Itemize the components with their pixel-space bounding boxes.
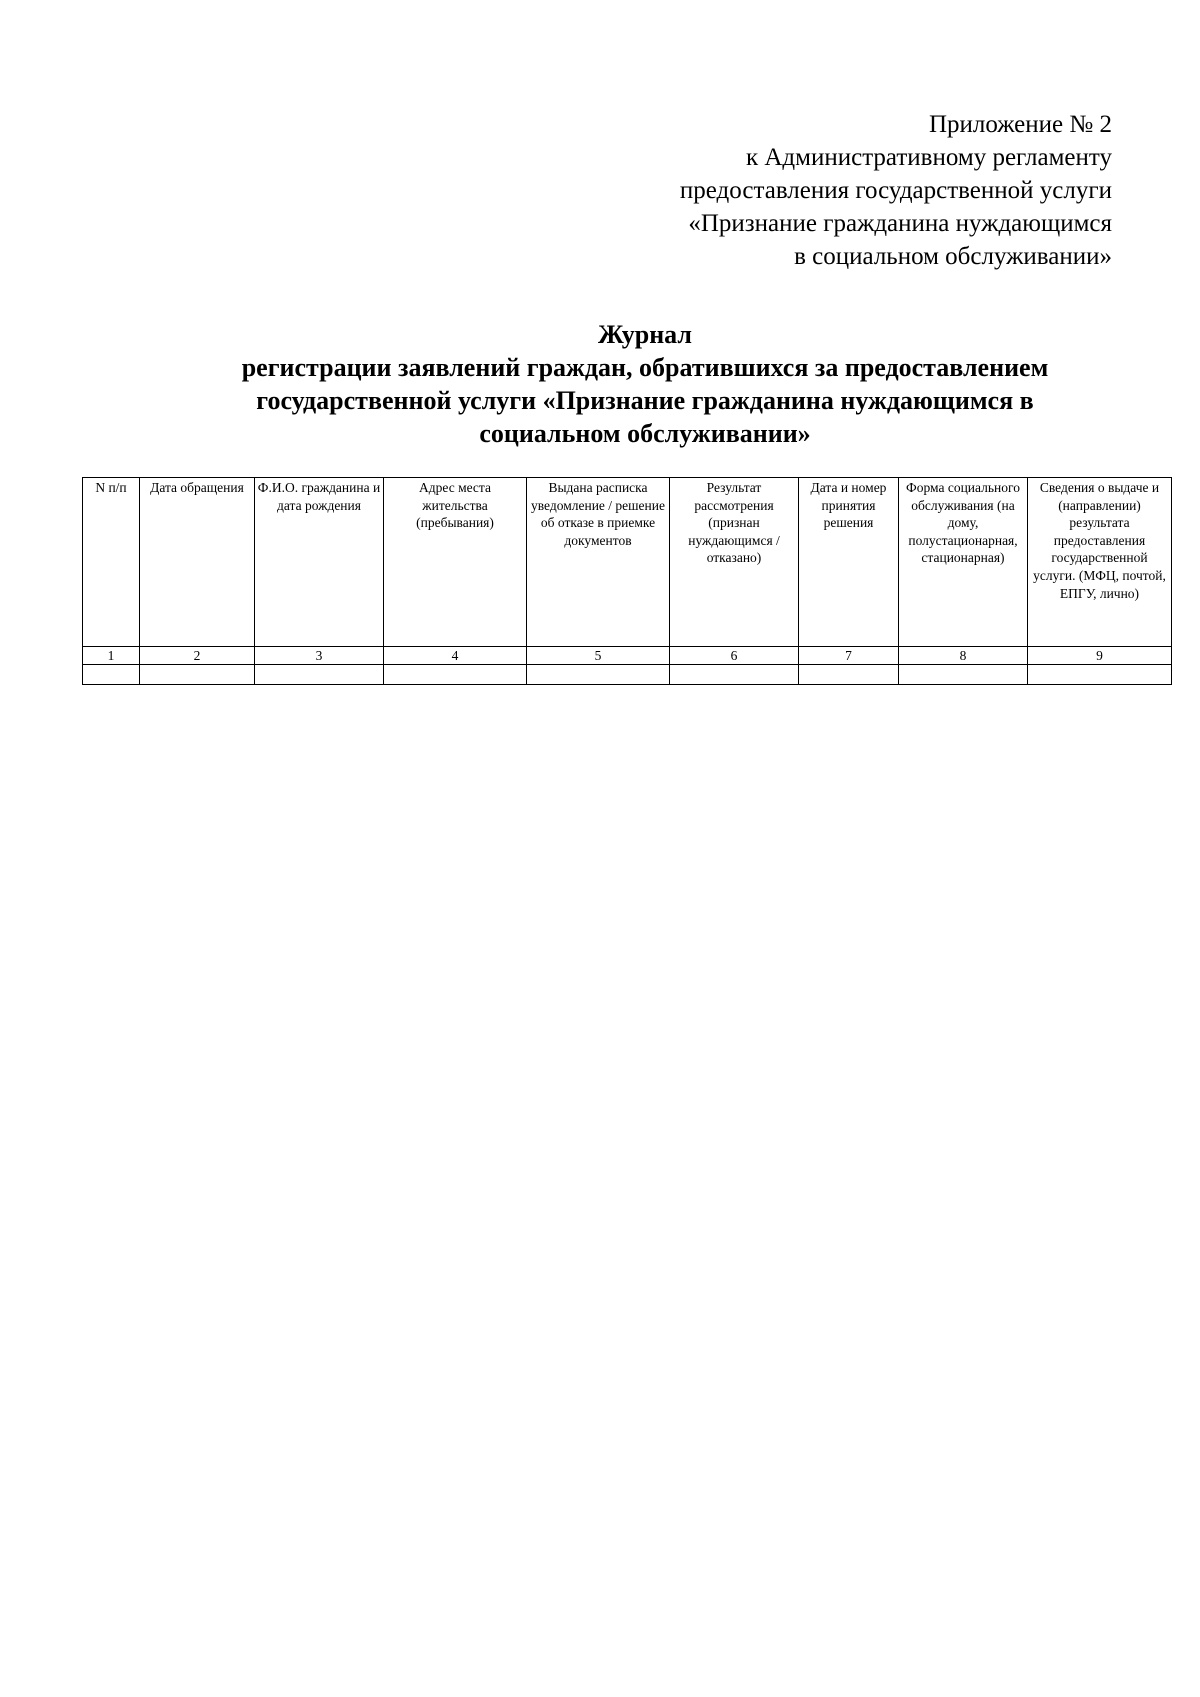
- table-row: [83, 665, 1172, 685]
- table-cell: [899, 665, 1028, 685]
- registration-table: [82, 477, 1172, 685]
- column-number: 5: [527, 647, 670, 665]
- column-header-name: Ф.И.О. гражданина и дата рождения: [255, 478, 384, 647]
- table-cell: [670, 665, 799, 685]
- column-header-address: Адрес места жительства (пребывания): [384, 478, 527, 647]
- table-cell: [83, 665, 140, 685]
- column-number: 3: [255, 647, 384, 665]
- appendix-line: в социальном обслуживании»: [794, 243, 1112, 270]
- column-header-number: N п/п: [83, 478, 140, 647]
- column-number: 2: [140, 647, 255, 665]
- column-header-decision: Дата и номер принятия решения: [799, 478, 899, 647]
- appendix-line: предоставления государственной услуги: [679, 177, 1112, 204]
- table-cell: [527, 665, 670, 685]
- appendix-reference: [412, 108, 1112, 273]
- column-number: 6: [670, 647, 799, 665]
- column-header-service-form: Форма социального обслуживания (на дому, полустационарная, стационарная): [899, 478, 1028, 647]
- column-number: 9: [1028, 647, 1172, 665]
- journal-title: Журнал: [598, 320, 692, 349]
- column-header-date: Дата обращения: [140, 478, 255, 647]
- table-cell: [255, 665, 384, 685]
- column-header-receipt: Выдана расписка уведомление / решение об отказе в приемке документов: [527, 478, 670, 647]
- column-number: 8: [899, 647, 1028, 665]
- table-cell: [1028, 665, 1172, 685]
- table-header-row: [83, 478, 1172, 647]
- journal-subtitle-line: регистрации заявлений граждан, обратившихся за предоставлением: [241, 353, 1049, 382]
- appendix-line: к Административному регламенту: [745, 144, 1112, 171]
- journal-subtitle-line: государственной услуги «Признание гражданина нуждающимся в: [256, 386, 1034, 415]
- column-number: 1: [83, 647, 140, 665]
- appendix-line: «Признание гражданина нуждающимся: [688, 210, 1112, 237]
- table-cell: [384, 665, 527, 685]
- table-cell: [140, 665, 255, 685]
- table-cell: [799, 665, 899, 685]
- column-number: 4: [384, 647, 527, 665]
- column-number: 7: [799, 647, 899, 665]
- column-number-row: [83, 647, 1172, 665]
- appendix-line: Приложение № 2: [928, 111, 1112, 138]
- journal-heading: [0, 318, 1200, 450]
- column-header-result: Результат рассмотрения (признан нуждающимся / отказано): [670, 478, 799, 647]
- column-header-delivery: Сведения о выдаче и (направлении) результата предоставления государственной услуги. (МФЦ, почтой, ЕПГУ, лично): [1028, 478, 1172, 647]
- journal-subtitle-line: социальном обслуживании»: [479, 419, 811, 448]
